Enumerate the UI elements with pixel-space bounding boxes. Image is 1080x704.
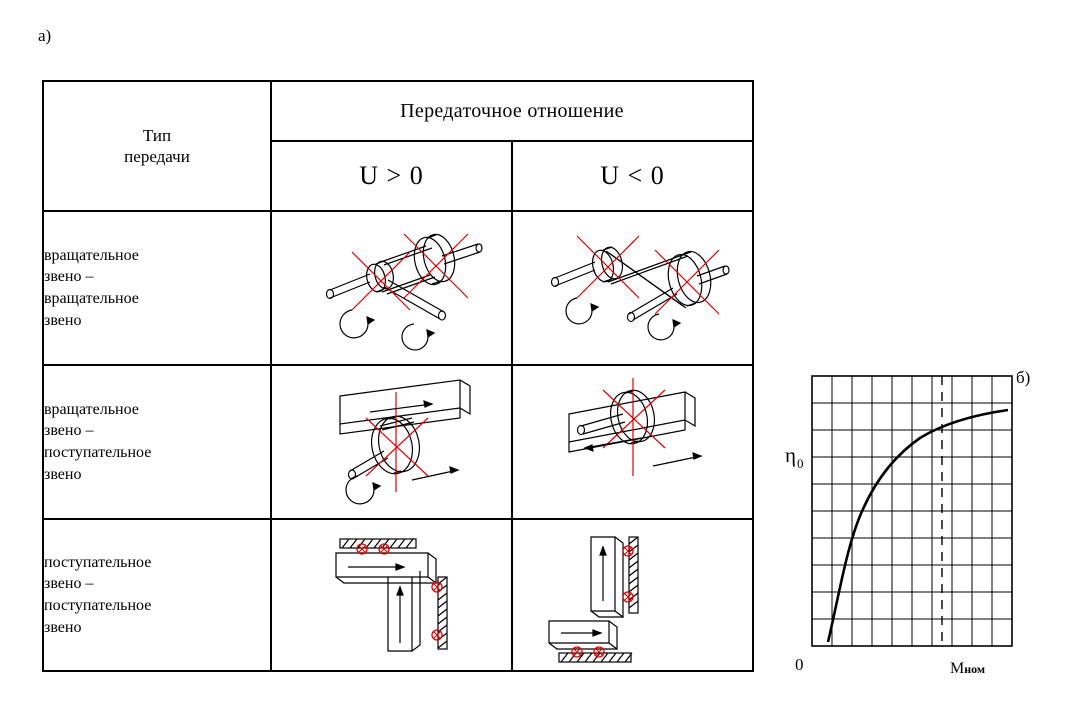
row-label-rot-trans [43, 365, 271, 519]
row-label-rot-rot [43, 211, 271, 365]
efficiency-chart [790, 370, 1050, 680]
row3-line4: звено [44, 618, 82, 636]
row1-line3: вращательное [44, 290, 139, 307]
chart-origin-label: 0 [795, 655, 804, 674]
belt-drive-open-icon [271, 211, 512, 365]
row3-line1: поступательное [44, 553, 152, 571]
table-header-row-1 [43, 81, 753, 141]
header-type-line2: передачи [124, 147, 190, 166]
m-subscript: ном [964, 662, 986, 676]
table-row [43, 211, 753, 365]
row2-line3: поступательное [44, 444, 152, 461]
row3-line2: звено – [44, 575, 94, 593]
row2-line4: звено [44, 465, 82, 483]
table-row [43, 365, 753, 519]
rack-pinion-reverse-icon [512, 365, 753, 519]
transmission-type-table-container [42, 80, 752, 660]
belt-drive-crossed-icon [512, 211, 753, 365]
row1-line4: звено [44, 311, 82, 329]
row2-line1: вращательное [44, 400, 139, 418]
figure-a-label: а) [38, 26, 52, 45]
header-type-cell [43, 81, 271, 211]
row2-line2: звено – [44, 422, 94, 440]
slider-linkage-down-icon [512, 519, 753, 671]
eta-subscript: 0 [796, 456, 804, 471]
table-row [43, 519, 753, 671]
figure-b-label: б) [1016, 368, 1031, 387]
row1-line1: вращательное [44, 246, 139, 264]
m-symbol: M [950, 660, 965, 677]
header-type-line1: Тип [142, 125, 172, 145]
header-ratio-cell: Передаточное отношение [271, 81, 753, 141]
eta-symbol: η [785, 443, 796, 467]
row1-line2: звено – [44, 268, 94, 286]
header-u-positive: U > 0 [271, 141, 512, 211]
slider-linkage-up-icon [271, 519, 512, 671]
row3-line3: поступательное [44, 597, 152, 614]
row-label-trans-trans [43, 519, 271, 671]
header-u-negative: U < 0 [512, 141, 753, 211]
transmission-type-table [42, 80, 754, 672]
rack-pinion-forward-icon [271, 365, 512, 519]
chart-efficiency-curve [828, 410, 1008, 642]
